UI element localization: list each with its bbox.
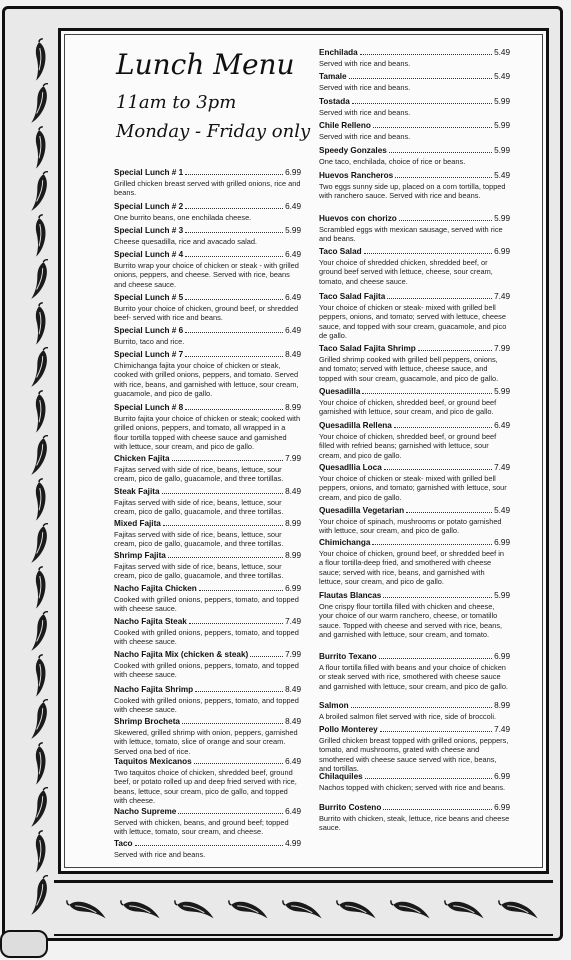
menu-item-name: Special Lunch # 2 (114, 202, 184, 211)
menu-item (114, 486, 301, 517)
dot-leader (185, 167, 283, 175)
menu-item-name: Taco (114, 839, 133, 848)
menu-item-header (319, 120, 510, 131)
chili-pepper-icon (25, 80, 57, 127)
menu-item-description: Cheese quesadilla, rice and avacado salad. (114, 237, 257, 246)
menu-item-header (319, 505, 510, 516)
menu-item (114, 225, 301, 246)
dot-leader (394, 420, 492, 428)
chili-pepper-icon (25, 344, 57, 391)
menu-item-price: 8.99 (494, 701, 510, 710)
dot-leader (172, 453, 284, 461)
menu-item-name: Special Lunch # 8 (114, 403, 184, 412)
menu-item-description: Your choice of chicken or steak- mixed with grilled bell peppers, onions, and tomato; served with lettuce, cheese sauce, and topped with sour cream, guacamole, and pico de gallo. (319, 303, 507, 341)
dot-leader (389, 145, 492, 153)
menu-item-price: 6.49 (285, 293, 301, 302)
menu-item (319, 700, 510, 721)
menu-item (114, 292, 301, 323)
menu-item-header (114, 684, 301, 695)
menu-item-description: Fajitas served with side of rice, beans, lettuce, sour cream, pico de gallo, guacamole, and three tortillas. (114, 530, 284, 549)
menu-item-price: 6.49 (285, 250, 301, 259)
menu-item-name: Taco Salad Fajita (319, 292, 386, 301)
menu-item (319, 96, 510, 117)
dot-leader (185, 349, 283, 357)
menu-item-header (319, 590, 510, 601)
menu-item-name: Huevos con chorizo (319, 214, 397, 223)
dot-leader (383, 590, 492, 598)
dot-leader (168, 550, 283, 558)
menu-item-price: 8.99 (285, 519, 301, 528)
menu-item-description: Your choice of chicken, shredded beef, or ground beef garnished with lettuce, sour cream, and pico de gallo. (319, 398, 497, 417)
menu-item (114, 325, 301, 346)
menu-item (114, 402, 301, 452)
menu-item-price: 5.99 (494, 214, 510, 223)
menu-days: Monday - Friday only (116, 121, 311, 142)
menu-item-name: Speedy Gonzales (319, 146, 387, 155)
dot-leader (372, 537, 492, 545)
dot-leader (364, 246, 492, 254)
menu-item-name: Burrito Costeno (319, 803, 382, 812)
menu-item (114, 806, 301, 837)
menu-item-header (114, 325, 301, 336)
menu-item (319, 537, 510, 587)
menu-item-description: Cooked with grilled onions, peppers, tomato, and topped with cheese sauce. (114, 696, 299, 715)
menu-item-header (319, 802, 510, 813)
menu-item (114, 453, 301, 484)
menu-item-price: 7.49 (494, 292, 510, 301)
menu-item-price: 7.49 (285, 617, 301, 626)
menu-item-description: Fajitas served with side of rice, beans, lettuce, sour cream, pico de gallo, guacamole, and three tortillas. (114, 562, 284, 581)
menu-item-header (114, 806, 301, 817)
chili-pepper-icon (25, 784, 57, 831)
menu-item-price: 7.49 (494, 463, 510, 472)
menu-item-header (319, 213, 510, 224)
menu-item (114, 349, 301, 399)
menu-item (319, 420, 510, 460)
menu-item-header (319, 700, 510, 711)
menu-item-price: 7.99 (494, 344, 510, 353)
menu-item-name: Nacho Fajita Steak (114, 617, 187, 626)
menu-item-description: Cooked with grilled onions, peppers, tomato, and topped with cheese sauce. (114, 661, 299, 680)
menu-item-name: Taco Salad Fajita Shrimp (319, 344, 416, 353)
chili-pepper-icon (26, 653, 56, 699)
menu-item-price: 5.99 (494, 387, 510, 396)
menu-item-price: 4.99 (285, 839, 301, 848)
menu-item-header (114, 550, 301, 561)
menu-item-name: Special Lunch # 6 (114, 326, 184, 335)
menu-item-description: Your choice of chicken, shredded beef, or ground beef filled with refried beans; garnished with lettuce, sour cream, and pico de gallo. (319, 432, 497, 460)
menu-item (319, 462, 510, 502)
menu-item-name: Nacho Supreme (114, 807, 177, 816)
menu-item-price: 5.49 (494, 506, 510, 515)
menu-item-header (319, 420, 510, 431)
menu-item-description: Cooked with grilled onions, peppers, tomato, and topped with cheese sauce. (114, 628, 299, 647)
menu-item (114, 550, 301, 581)
menu-item-description: Scrambled eggs with mexican sausage, served with rice and beans. (319, 225, 503, 244)
menu-item-price: 7.49 (494, 725, 510, 734)
chili-pepper-icon (26, 477, 56, 523)
menu-item (319, 505, 510, 536)
menu-item-name: Special Lunch # 1 (114, 168, 184, 177)
dot-leader (406, 505, 492, 513)
dot-leader (351, 700, 492, 708)
menu-item (319, 47, 510, 68)
menu-item-header (114, 838, 301, 849)
menu-item-name: Steak Fajita (114, 487, 160, 496)
dot-leader (250, 649, 283, 657)
menu-item (114, 583, 301, 614)
dot-leader (185, 225, 283, 233)
menu-item-price: 5.99 (494, 97, 510, 106)
menu-item-header (319, 386, 510, 397)
menu-item-description: Fajitas served with side of rice, beans, lettuce, sour cream, pico de gallo, guacamole, and three tortillas. (114, 498, 284, 517)
menu-item (319, 120, 510, 141)
menu-item-name: Taco Salad (319, 247, 362, 256)
menu-item-price: 5.99 (494, 146, 510, 155)
chili-pepper-icon (25, 608, 57, 655)
menu-item-price: 6.99 (285, 168, 301, 177)
menu-item-description: Your choice of chicken or steak- mixed with grilled bell peppers, onions, and tomato; garnished with lettuce, sour cream, and pico de gallo. (319, 474, 507, 502)
dot-leader (360, 47, 492, 55)
menu-item-name: Chimichanga (319, 538, 371, 547)
menu-item-description: Grilled chicken breast served with grilled onions, rice and beans. (114, 179, 301, 198)
menu-item (114, 616, 301, 647)
menu-item-description: A flour tortilla filled with beans and your choice of chicken or steak served with rice, smothered with cheese sauce and garnished with lettuce, sour cream, and pico de gallo. (319, 663, 508, 691)
dot-leader (199, 583, 283, 591)
menu-item-name: Enchilada (319, 48, 358, 57)
chili-pepper-icon (26, 565, 56, 611)
dot-leader (162, 486, 284, 494)
dot-leader (194, 756, 283, 764)
menu-item (319, 246, 510, 286)
menu-item-price: 6.99 (494, 652, 510, 661)
menu-item-description: One crispy flour tortilla filled with chicken and cheese, your choice of our warm ranchero, cheese, or tomatillo sauce. Topped with cheese and served with rice, beans, and garnished with lettuce, sour cream, and tomato. (319, 602, 503, 640)
dot-leader (182, 716, 283, 724)
chili-pepper-icon (26, 301, 56, 347)
menu-item (114, 167, 301, 198)
dot-leader (387, 291, 492, 299)
menu-item-name: Quesadilla Vegetarian (319, 506, 405, 515)
menu-item-price: 6.49 (285, 202, 301, 211)
menu-item-description: Served with rice and beans. (319, 83, 411, 92)
menu-item (319, 802, 510, 833)
menu-item (319, 71, 510, 92)
menu-item-description: Burrito your choice of chicken, ground beef, or shredded beef- served with rice and beans. (114, 304, 299, 323)
menu-item-header (114, 518, 301, 529)
menu-item-header (114, 716, 301, 727)
menu-item-price: 8.49 (285, 717, 301, 726)
dot-leader (383, 802, 492, 810)
menu-item-header (319, 291, 510, 302)
menu-item (319, 291, 510, 341)
menu-item-name: Special Lunch # 5 (114, 293, 184, 302)
menu-item-description: Your choice of shredded chicken, shredded beef, or ground beef served with lettuce, cheese, sour cream, tomato, and cheese sauce. (319, 258, 493, 286)
chili-pepper-icon (25, 168, 57, 215)
menu-item-price: 7.99 (285, 454, 301, 463)
dot-leader (373, 120, 492, 128)
menu-item-name: Nacho Fajita Shrimp (114, 685, 194, 694)
menu-item (114, 201, 301, 222)
menu-item-header (114, 225, 301, 236)
menu-item-name: Special Lunch # 3 (114, 226, 184, 235)
menu-hours: 11am to 3pm (116, 92, 237, 113)
menu-item-name: Tostada (319, 97, 350, 106)
menu-item-header (319, 651, 510, 662)
menu-item (319, 213, 510, 244)
menu-item-header (319, 537, 510, 548)
menu-item-description: Two taquitos choice of chicken, shredded beef, ground beef, or potato rolled up and deep fried served with rice, beans, lettuce, sour cream, pico de gallo, and topped with cheese. (114, 768, 297, 806)
chili-pepper-icon (26, 389, 56, 435)
menu-item-header (319, 47, 510, 58)
menu-item-price: 6.99 (494, 803, 510, 812)
menu-item-price: 6.49 (285, 757, 301, 766)
menu-item-header (114, 453, 301, 464)
menu-item-header (114, 583, 301, 594)
menu-item-header (319, 170, 510, 181)
menu-item-description: Served with rice and beans. (319, 132, 411, 141)
chili-pepper-icon (25, 520, 57, 567)
chili-pepper-icon (25, 872, 57, 919)
menu-item-header (319, 343, 510, 354)
menu-item-name: Special Lunch # 7 (114, 350, 184, 359)
menu-item-description: Served with rice and beans. (319, 108, 411, 117)
menu-item-description: Burrito wrap your choice of chicken or steak - with grilled onions, peppers, and cheese. Served with rice, beans and cheese sauce. (114, 261, 299, 289)
chili-pepper-icon (26, 741, 56, 787)
menu-title: Lunch Menu (116, 48, 295, 81)
menu-item (319, 145, 510, 166)
menu-item-price: 5.49 (494, 171, 510, 180)
menu-item-description: Nachos topped with chicken; served with rice and beans. (319, 783, 506, 792)
dot-leader (195, 684, 283, 692)
menu-item-header (319, 246, 510, 257)
menu-item-name: Mixed Fajita (114, 519, 161, 528)
menu-item-description: Chimichanga fajita your choice of chicken or steak, cooked with grilled onions, peppers, and tomato. Served with rice, beans, and garnished with lettuce, sour cream, guacamole, and pico de gallo. (114, 361, 299, 399)
menu-item-header (114, 616, 301, 627)
menu-item-description: Served with rice and beans. (319, 59, 411, 68)
menu-item-header (319, 145, 510, 156)
menu-item-description: Two eggs sunny side up, placed on a corn tortilla, topped with ranchero sauce. Served with rice and beans. (319, 182, 506, 201)
menu-item-name: Special Lunch # 4 (114, 250, 184, 259)
dot-leader (365, 771, 492, 779)
menu-item-name: Taquitos Mexicanos (114, 757, 192, 766)
menu-item-name: Quesadilla Rellena (319, 421, 392, 430)
menu-item-description: Burrito, taco and rice. (114, 337, 185, 346)
menu-item-price: 7.99 (285, 650, 301, 659)
dot-leader (380, 724, 492, 732)
menu-item (319, 724, 510, 774)
menu-item-header (114, 486, 301, 497)
dot-leader (379, 651, 492, 659)
menu-item-price: 6.49 (494, 421, 510, 430)
menu-item-price: 5.49 (494, 72, 510, 81)
menu-item-description: Burrito with chicken, steak, lettuce, rice beans and cheese sauce. (319, 814, 510, 833)
menu-item-price: 5.49 (494, 48, 510, 57)
menu-item-name: Shrimp Brocheta (114, 717, 180, 726)
dot-leader (349, 71, 492, 79)
menu-item-header (114, 167, 301, 178)
menu-item-description: Fajitas served with side of rice, beans, lettuce, sour cream, pico de gallo, guacamole, and three tortillas. (114, 465, 284, 484)
menu-item-price: 8.49 (285, 487, 301, 496)
dot-leader (135, 838, 284, 846)
dot-leader (185, 292, 283, 300)
menu-item-header (319, 462, 510, 473)
menu-item (319, 386, 510, 417)
menu-item-header (319, 96, 510, 107)
menu-item-price: 6.99 (285, 584, 301, 593)
menu-item (319, 651, 510, 691)
menu-item-description: A broiled salmon filet served with rice, side of broccoli. (319, 712, 497, 721)
menu-item-description: Skewered, grilled shrimp with onion, peppers, garnished with lettuce, tomato, slice of orange and sour cream. Served ona bed of rice. (114, 728, 298, 756)
chili-pepper-icon (25, 256, 57, 303)
menu-item-description: Cooked with grilled onions, peppers, tomato, and topped with cheese sauce. (114, 595, 299, 614)
corner-logo (0, 930, 48, 958)
menu-item-description: Your choice of chicken, ground beef, or shredded beef in a flour tortilla-deep fried, and smothered with cheese sauce; served with rice, beans, and garnished with lettuce, sour cream, and pico de gallo. (319, 549, 505, 587)
menu-item-price: 8.99 (285, 403, 301, 412)
menu-item-price: 8.49 (285, 685, 301, 694)
menu-item-header (114, 756, 301, 767)
menu-item-header (114, 201, 301, 212)
menu-item-description: Burrito fajita your choice of chicken or steak; cooked with grilled onions, peppers, and tomato, all wrapped in a flour tortilla topped with cheese sauce and garnished with lettuce, sour cream, and pico de gallo. (114, 414, 301, 452)
menu-item (114, 838, 301, 859)
menu-item-description: Your choice of spinach, mushrooms or potato garnished with lettuce, sour cream, and pico de gallo. (319, 517, 502, 536)
menu-item-price: 5.99 (285, 226, 301, 235)
menu-item-name: Pollo Monterey (319, 725, 378, 734)
dot-leader (362, 386, 492, 394)
menu-item (114, 684, 301, 715)
menu-item-price: 6.49 (285, 326, 301, 335)
menu-item (319, 170, 510, 201)
menu-item-header (114, 649, 301, 660)
dot-leader (185, 402, 283, 410)
menu-item-header (114, 292, 301, 303)
menu-item-price: 6.49 (285, 807, 301, 816)
menu-item (114, 649, 301, 680)
menu-item-header (114, 402, 301, 413)
menu-item-description: Served with rice and beans. (114, 850, 206, 859)
menu-item-name: Huevos Rancheros (319, 171, 394, 180)
menu-item-price: 5.99 (494, 121, 510, 130)
menu-item (114, 518, 301, 549)
chili-pepper-icon (25, 432, 57, 479)
menu-item-name: Chilaquiles (319, 772, 363, 781)
menu-item-header (319, 71, 510, 82)
menu-item-description: One burrito beans, one enchilada cheese. (114, 213, 252, 222)
dot-leader (185, 325, 283, 333)
dot-leader (178, 806, 283, 814)
menu-item-header (114, 249, 301, 260)
menu-item-price: 5.99 (494, 591, 510, 600)
menu-item (319, 590, 510, 640)
menu-item-name: Quesadllia Loca (319, 463, 382, 472)
menu-item-name: Salmon (319, 701, 349, 710)
menu-item (319, 771, 510, 792)
menu-item-name: Nacho Fajita Chicken (114, 584, 197, 593)
menu-item-description: Grilled chicken breast topped with grilled onions, peppers, tomato, and mushrooms, grated with cheese and smothered with cheese sauce served with rice, beans, and tortillas. (319, 736, 509, 774)
menu-item-price: 8.99 (285, 551, 301, 560)
chili-pepper-icon (26, 213, 56, 259)
menu-item-name: Quesadilla (319, 387, 361, 396)
menu-item-name: Chicken Fajita (114, 454, 170, 463)
chili-pepper-icon (26, 37, 56, 83)
menu-item-description: One taco, enchilada, choice of rice or beans. (319, 157, 466, 166)
menu-item-price: 6.99 (494, 247, 510, 256)
menu-item-description: Grilled shrimp cooked with grilled bell peppers, onions, and tomato; served with lettuce, cheese sauce, and topped with sour cream, guacamole, and pico de gallo. (319, 355, 499, 383)
dot-leader (399, 213, 492, 221)
dot-leader (185, 249, 283, 257)
menu-item-price: 6.99 (494, 772, 510, 781)
menu-item-header (319, 724, 510, 735)
dot-leader (418, 343, 492, 351)
chili-pepper-icon (26, 125, 56, 171)
dot-leader (352, 96, 492, 104)
menu-item (319, 343, 510, 383)
menu-item-name: Flautas Blancas (319, 591, 382, 600)
menu-item-name: Tamale (319, 72, 347, 81)
dot-leader (185, 201, 283, 209)
menu-item (114, 249, 301, 289)
menu-item-header (319, 771, 510, 782)
chili-pepper-icon (25, 696, 57, 743)
menu-item-header (114, 349, 301, 360)
menu-item-name: Burrito Texano (319, 652, 377, 661)
dot-leader (189, 616, 283, 624)
menu-item (114, 756, 301, 806)
menu-item-price: 6.99 (494, 538, 510, 547)
menu-item-name: Chile Relleno (319, 121, 371, 130)
menu-item-price: 8.49 (285, 350, 301, 359)
menu-item (114, 716, 301, 756)
dot-leader (163, 518, 283, 526)
dot-leader (395, 170, 492, 178)
menu-item-description: Served with chicken, beans, and ground beef; topped with lettuce, tomato, sour cream, and cheese. (114, 818, 289, 837)
chili-pepper-icon (26, 829, 56, 875)
menu-item-name: Shrimp Fajita (114, 551, 166, 560)
dot-leader (384, 462, 492, 470)
menu-item-name: Nacho Fajita Mix (chicken & steak) (114, 650, 249, 659)
